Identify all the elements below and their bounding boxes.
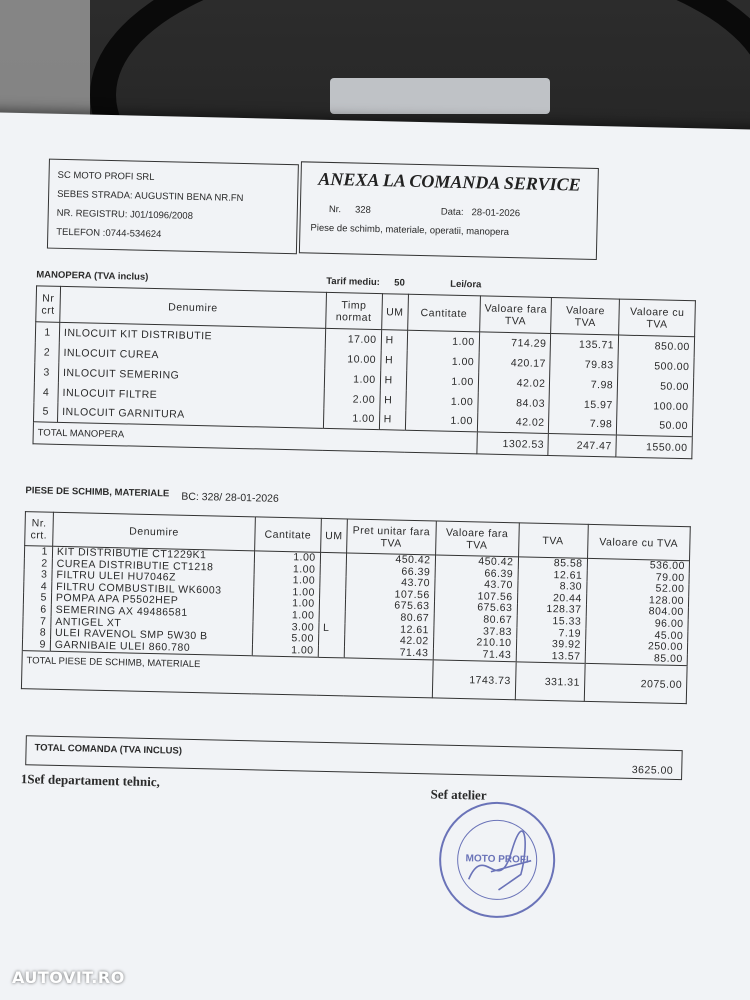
row-fara-tva: 210.10 [433,637,516,650]
row-cantitate: 1.00 [406,370,478,392]
row-um [318,634,345,646]
signature-scribble [438,801,557,920]
col-cantitate: Cantitate [255,517,321,552]
row-cu-tva: 50.00 [617,415,693,437]
row-cu-tva: 100.00 [617,395,693,417]
row-cu-tva: 96.00 [586,617,689,631]
col-valoare-fara-tva: Valoare fara TVA [479,296,552,334]
row-tva: 15.97 [549,393,617,415]
row-um: H [379,390,406,411]
row-cantitate: 1.00 [252,644,318,658]
row-timp: 17.00 [325,328,381,349]
row-fara-tva: 42.02 [478,372,550,394]
col-valoare-tva: Valoare TVA [551,298,620,336]
nr-value: 328 [354,204,371,216]
row-denumire: KIT DISTRIBUTIE CT1229K1 [52,546,254,563]
row-denumire: ANTIGEL XT [51,616,253,632]
row-um [318,646,345,659]
row-tva: 135.71 [551,334,619,356]
row-cu-tva: 79.00 [587,570,690,584]
row-fara-tva: 714.29 [479,332,551,354]
row-cu-tva: 85.00 [585,652,688,666]
sef-atelier-label: Sef atelier [430,786,487,803]
col-tva: TVA [518,523,588,559]
row-um [319,599,346,611]
document-meta [311,204,587,221]
row-denumire: ULEI RAVENOL SMP 5W30 B [50,628,252,644]
row-pret-unitar: 71.43 [344,646,433,660]
sef-departament-label: 1Sef departament tehnic, [20,771,161,790]
row-timp: 1.00 [323,408,379,429]
row-tva: 85.58 [518,557,587,571]
row-tva: 39.92 [516,638,585,651]
piese-bc: BC: 328/ 28-01-2026 [181,490,279,505]
autovit-watermark: AUTOVIT.RO [12,968,125,987]
tarif-unit: Lei/ora [450,278,482,291]
row-um: H [380,370,407,391]
row-tva: 8.30 [517,581,586,594]
row-fara-tva: 107.56 [434,590,517,603]
row-denumire: FILTRU COMBUSTIBIL WK6003 [52,582,254,598]
row-pret-unitar: 675.63 [345,600,434,614]
row-tva: 7.98 [550,374,618,396]
row-um: H [380,350,407,371]
row-cantitate: 1.00 [253,609,319,622]
row-tva: 79.83 [550,354,618,376]
row-nr: 4 [24,581,52,593]
row-um: H [381,330,408,351]
row-fara-tva: 42.02 [477,412,549,434]
row-nr: 6 [23,604,51,616]
row-tva: 20.44 [517,592,586,605]
company-name: SC MOTO PROFI SRL [57,169,155,183]
manopera-total-fara: 1302.53 [477,432,549,456]
row-fara-tva: 675.63 [434,602,517,615]
row-pret-unitar: 450.42 [346,553,435,567]
row-cu-tva: 128.00 [586,594,689,608]
row-um [320,576,347,588]
row-tva: 7.19 [516,627,585,640]
manopera-table [32,285,695,459]
row-cantitate: 1.00 [254,551,320,565]
row-nr: 4 [34,382,58,403]
row-denumire: INLOCUIT CUREA [59,342,325,368]
col-cantitate: Cantitate [408,294,481,332]
col-um: UM [320,518,347,553]
row-pret-unitar: 42.02 [345,635,434,649]
col-nr-crt: Nr crt [36,286,61,323]
row-fara-tva: 80.67 [434,613,517,626]
row-um [320,552,347,565]
service-order-document [0,112,750,1000]
manopera-total-label: TOTAL MANOPERA [33,422,477,454]
dashboard-window [0,0,90,120]
row-timp: 2.00 [324,388,380,409]
row-cantitate: 1.00 [253,598,319,611]
row-denumire: INLOCUIT GARNITURA [57,402,323,428]
nr-label: Nr. [328,203,342,216]
piese-total-label: TOTAL PIESE DE SCHIMB, MATERIALE [21,651,432,698]
tarif-value: 50 [394,277,405,289]
row-cantitate: 1.00 [254,575,320,588]
row-tva: 15.33 [516,615,585,628]
row-cantitate: 1.00 [407,330,479,352]
row-denumire: INLOCUIT SEMERING [58,362,324,388]
col-valoare-cu-tva: Valoare cu TVA [587,524,690,560]
row-um: L [318,622,345,634]
row-fara-tva: 450.42 [435,555,518,569]
row-nr: 2 [35,342,59,363]
row-pret-unitar: 80.67 [345,611,434,625]
row-denumire: INLOCUIT FILTRE [58,382,324,408]
row-um [319,588,346,600]
row-cantitate: 1.00 [407,350,479,372]
row-nr: 3 [24,569,52,581]
col-valoare-cu-tva: Valoare cu TVA [619,299,696,337]
row-denumire: CUREA DISTRIBUTIE CT1218 [52,558,254,574]
tarif-label: Tarif mediu: [326,275,381,289]
row-cantitate: 3.00 [253,621,319,634]
row-tva: 128.37 [517,604,586,617]
row-pret-unitar: 66.39 [346,565,435,579]
total-comanda-label: TOTAL COMANDA (TVA INCLUS) [34,742,183,757]
manopera-section-label: MANOPERA (TVA inclus) [36,269,149,283]
row-nr: 5 [33,402,57,423]
row-cantitate: 5.00 [253,632,319,645]
dashboard-display [330,78,550,114]
row-pret-unitar: 107.56 [346,588,435,602]
document-title: ANEXA LA COMANDA SERVICE [318,168,581,195]
piese-total-cu: 2075.00 [584,664,687,704]
row-tva: 12.61 [518,569,587,582]
piese-section-label: PIESE DE SCHIMB, MATERIALE [25,485,170,500]
row-timp: 10.00 [325,348,381,369]
company-address: SEBES STRADA: AUGUSTIN BENA NR.FN [57,188,244,204]
piese-total-tva: 331.31 [515,662,585,702]
company-registry: NR. REGISTRU: J01/1096/2008 [56,207,194,222]
col-pret-unitar: Pret unitar fara TVA [347,519,436,555]
row-um [320,564,347,576]
row-fara-tva: 37.83 [433,625,516,638]
row-denumire: POMPA APA P5502HEP [51,593,253,609]
row-tva: 7.98 [549,413,617,435]
company-info-box [47,159,299,255]
row-cantitate: 1.00 [406,390,478,412]
row-nr: 8 [23,627,51,639]
row-cu-tva: 50.00 [617,375,693,397]
row-timp: 1.00 [324,368,380,389]
piese-table [21,511,691,704]
row-cantitate: 1.00 [254,563,320,576]
row-denumire: GARNIBAIE ULEI 860.780 [50,639,252,656]
manopera-total-tva: 247.47 [548,433,616,457]
row-nr: 1 [35,322,59,343]
document-title-box [299,161,599,260]
row-fara-tva: 71.43 [433,648,516,662]
row-tva: 13.57 [516,650,585,664]
row-cu-tva: 850.00 [618,335,694,357]
col-denumire: Denumire [53,512,256,551]
col-timp-normat: Timp normat [325,292,382,329]
col-nr-crt: Nr. crt. [25,512,54,547]
row-cu-tva: 500.00 [618,355,694,377]
row-nr: 3 [34,362,58,383]
col-valoare-fara-tva: Valoare fara TVA [435,521,519,557]
row-nr: 7 [23,616,51,628]
row-cu-tva: 45.00 [585,628,688,642]
row-nr: 5 [23,592,51,604]
date-value: 28-01-2026 [471,207,521,220]
piese-total-fara: 1743.73 [432,660,516,700]
row-denumire: INLOCUIT KIT DISTRIBUTIE [59,322,325,348]
row-cantitate: 1.00 [254,586,320,599]
row-cu-tva: 250.00 [585,640,688,654]
manopera-total-cu: 1550.00 [616,435,692,459]
stamp-text: MOTO PROFI [465,853,529,866]
row-cu-tva: 536.00 [587,558,690,572]
row-denumire: FILTRU ULEI HU7046Z [52,570,254,586]
row-nr: 9 [22,639,50,652]
row-fara-tva: 43.70 [434,579,517,592]
row-nr: 2 [24,558,52,570]
row-fara-tva: 66.39 [435,567,518,580]
company-stamp [438,801,557,920]
row-pret-unitar: 43.70 [346,577,435,591]
row-fara-tva: 84.03 [478,392,550,414]
row-cu-tva: 804.00 [586,605,689,619]
row-nr: 1 [24,546,52,559]
col-um: UM [381,294,408,331]
document-subtitle: Piese de schimb, materiale, operatii, manopera [310,222,510,239]
row-um: H [379,410,406,431]
row-fara-tva: 420.17 [478,352,550,374]
row-cantitate: 1.00 [405,410,477,432]
date-label: Data: [440,206,464,218]
total-comanda-value: 3625.00 [631,763,674,777]
company-phone: TELEFON :0744-534624 [56,226,162,241]
col-denumire: Denumire [60,286,327,328]
row-cu-tva: 52.00 [586,582,689,596]
row-denumire: SEMERING AX 49486581 [51,605,253,621]
row-pret-unitar: 12.61 [345,623,434,637]
